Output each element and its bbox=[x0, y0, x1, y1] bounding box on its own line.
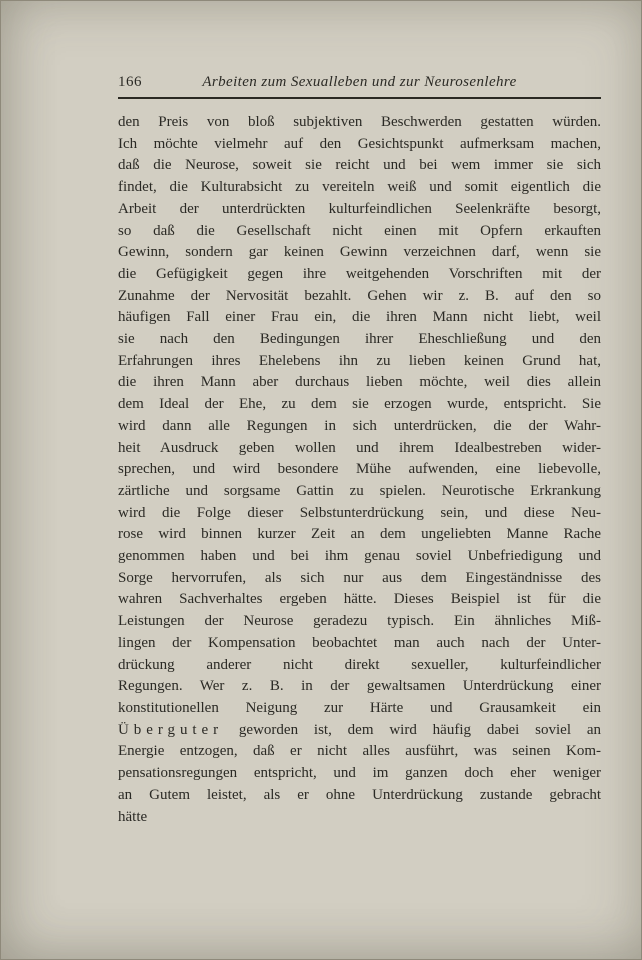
text-line: heit Ausdruck geben wollen und ihrem Idealbestreben wider- bbox=[118, 439, 601, 456]
text-line: wird die Folge dieser Selbstunterdrückung sein, und diese Neu- bbox=[118, 504, 601, 521]
text-line: drückung anderer nicht direkt sexueller, kulturfeindlicher bbox=[118, 656, 601, 673]
text-line: wahren Sachverhaltes ergeben hätte. Dieses Beispiel ist für die bbox=[118, 591, 601, 608]
text-line: findet, die Kulturabsicht zu vereiteln weiß und somit eigentlich die bbox=[118, 179, 601, 196]
text-line: Erfahrungen ihres Ehelebens ihn zu lieben keinen Grund hat, bbox=[118, 352, 601, 369]
text-line: lingen der Kompensation beobachtet man auch nach der Unter- bbox=[118, 634, 601, 651]
text-line: Gewinn, sondern gar keinen Gewinn verzeichnen darf, wenn sie bbox=[118, 244, 601, 261]
text-line: sie nach den Bedingungen ihrer Eheschließung und den bbox=[118, 331, 601, 348]
text-line: Zunahme der Nervosität bezahlt. Gehen wir z. B. auf den so bbox=[118, 287, 601, 304]
page-number: 166 bbox=[118, 74, 142, 90]
text-line: Überguter geworden ist, dem wird häufig dabei soviel an bbox=[118, 721, 601, 738]
text-line: Sorge hervorrufen, als sich nur aus dem Eingeständnisse des bbox=[118, 569, 601, 586]
text-line: Arbeit der unterdrückten kulturfeindlichen Seelenkräfte besorgt, bbox=[118, 200, 601, 217]
text-line: genommen haben und bei ihm genau soviel Unbefriedigung und bbox=[118, 548, 601, 565]
text-line: dem Ideal der Ehe, zu dem sie erzogen wurde, entspricht. Sie bbox=[118, 396, 601, 413]
text-line: pensationsregungen entspricht, und im ganzen doch eher weniger bbox=[118, 765, 601, 782]
text-line: an Gutem leistet, als er ohne Unterdrückung zustande gebracht bbox=[118, 786, 601, 803]
text-line: hätte bbox=[118, 808, 148, 825]
text-line: die ihren Mann aber durchaus lieben möchte, weil dies allein bbox=[118, 374, 601, 391]
text-line: so daß die Gesellschaft nicht einen mit Opfern erkauften bbox=[118, 222, 601, 239]
emphasized-word: Überguter bbox=[118, 721, 224, 738]
text-line: Energie entzogen, daß er nicht alles ausführt, was seinen Kom- bbox=[118, 743, 601, 760]
text-line: den Preis von bloß subjektiven Beschwerden gestatten würden. bbox=[118, 114, 601, 130]
running-head-title: Arbeiten zum Sexualleben und zur Neurosenlehre bbox=[202, 74, 517, 90]
text-line: Ich möchte vielmehr auf den Gesichtspunkt aufmerksam machen, bbox=[118, 135, 601, 152]
text-line: rose wird binnen kurzer Zeit an dem ungeliebten Manne Rache bbox=[118, 526, 601, 543]
text-line: daß die Neurose, soweit sie reicht und bei wem immer sie sich bbox=[118, 157, 601, 174]
text-line: zärtliche und sorgsame Gattin zu spielen. Neurotische Erkrankung bbox=[118, 482, 601, 499]
text-line: häufigen Fall einer Frau ein, die ihren Mann nicht liebt, weil bbox=[118, 309, 601, 326]
text-line: wird dann alle Regungen in sich unterdrücken, die der Wahr- bbox=[118, 417, 601, 434]
header-rule bbox=[118, 97, 601, 99]
running-header bbox=[118, 74, 601, 94]
text-line: konstitutionellen Neigung zur Härte und Grausamkeit ein bbox=[118, 699, 601, 716]
body-text bbox=[118, 112, 601, 828]
text-line: sprechen, und wird besondere Mühe aufwenden, eine liebevolle, bbox=[118, 461, 601, 478]
text-line: Regungen. Wer z. B. in der gewaltsamen Unterdrückung einer bbox=[118, 678, 601, 695]
text-line: die Gefügigkeit gegen ihre weitgehenden Vorschriften mit der bbox=[118, 265, 601, 282]
text-line: Leistungen der Neurose geradezu typisch. Ein ähnliches Miß- bbox=[118, 613, 601, 630]
